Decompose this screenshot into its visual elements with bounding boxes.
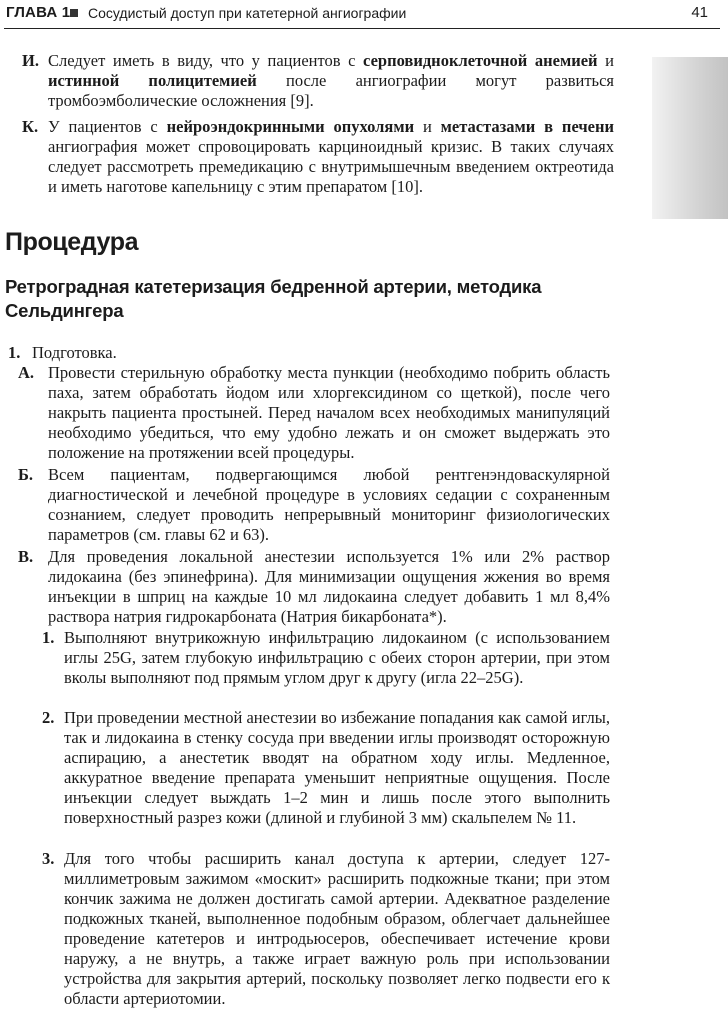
text-run: и [414,117,441,136]
sub-item-v-label: В. [18,547,34,566]
numbered-item-3-text: Для того чтобы расширить канал доступа к артерии, следует 127-миллиметровым зажимом «москит» расширить подкожные ткани; при этом кончик зажима не должен достигать самой артерии. Адекватное разделение подкожных тканей, выполненное подобным образом, облегчает дальнейшее проведение катетеров и интродьюсеров, обеспечивает истечение крови наружу, а не внутрь, а также играет важную роль при использовании устройства для закрытия артерий, поскольку позволяет легко подвести его к области артериотомии. [64,849,610,1008]
item-i-text [48,51,614,111]
sub-item-a-text: Провести стерильную обработку места пункции (необходимо побрить область паха, затем обработать йодом или хлоргексидином со щеткой), после чего накрыть пациента простыней. Перед началом всех необходимых манипуляций необходимо убедиться, что ему удобно лежать и он сможет выдержать это положение на протяжении всей процедуры. [48,363,610,462]
text-run: У пациентов с [48,117,167,136]
item-i-label: И. [22,51,39,70]
text-run: и [597,51,614,70]
subsection-heading: Ретроградная катетеризация бедренной артерии, методика Сельдингера [5,276,542,321]
running-header [0,0,728,30]
step-1-label: 1. [8,343,21,362]
sub-item-a-label: А. [18,363,35,382]
numbered-item-2-text: При проведении местной анестезии во избежание попадания как самой иглы, так и лидокаина в стенку сосуда при введении иглы производят осторожную аспирацию, а анестетик вводят на обратном ходу иглы. Медленное, аккуратное введение препарата уменьшит неприятные ощущения. После инъекции следует выждать 1–2 мин и лишь после этого выполнить поверхностный разрез кожи (длиной и глубиной 3 мм) скальпелем № 11. [64,708,610,827]
square-bullet-icon [70,9,78,17]
section-heading: Процедура [5,228,139,256]
chapter-title: Сосудистый доступ при катетерной ангиографии [88,5,407,21]
sub-item-b-text: Всем пациентам, подвергающимся любой рентгенэндоваскулярной диагностической и лечебной процедуре в условиях седации с сохраненным сознанием, следует проводить непрерывный мониторинг физиологических параметров (см. главы 62 и 63). [48,465,610,544]
text-run: ангиография может спровоцировать карциноидный кризис. В таких случаях следует рассмотреть премедикацию с внутримышечным введением октреотида и иметь наготове капельницу с этим препаратом [10]. [48,137,614,196]
item-k-text [48,117,614,197]
text-run: после ангиографии могут развиться тромбоэмболические осложнения [9]. [48,71,614,110]
page-edge-tab [652,57,728,219]
header-rule [4,28,720,29]
bold-term: истинной полицитемией [48,71,257,90]
sub-item-b-label: Б. [18,465,34,484]
text-run: Следует иметь в виду, что у пациентов с [48,51,364,70]
numbered-item-3-label: 3. [42,849,55,868]
bold-term: серповидноклеточной анемией [363,51,598,70]
bold-term: нейроэндокринными опухолями [166,117,415,136]
item-k-label: К. [22,117,39,136]
numbered-item-1-label: 1. [42,628,55,647]
chapter-label: ГЛАВА 1 [6,4,71,21]
page-number: 41 [691,4,708,21]
sub-item-v-text: Для проведения локальной анестезии используется 1% или 2% раствор лидокаина (без эпинефрина). Для минимизации ощущения жжения во время инъекции в шприц на каждые 10 мл лидокаина следует добавить 1 мл 8,4% раствора натрия гидрокарбоната (Натрия бикарбоната*). [48,547,610,626]
bold-term: метастазами в печени [440,117,614,136]
step-1-text: Подготовка. [32,343,117,362]
numbered-item-2-label: 2. [42,708,55,727]
numbered-item-1-text: Выполняют внутрикожную инфильтрацию лидокаином (с использованием иглы 25G, затем глубокую инфильтрацию с обеих сторон артерии, при этом вколы выполняют под прямым углом друг к другу (игла 22–25G). [64,628,610,687]
